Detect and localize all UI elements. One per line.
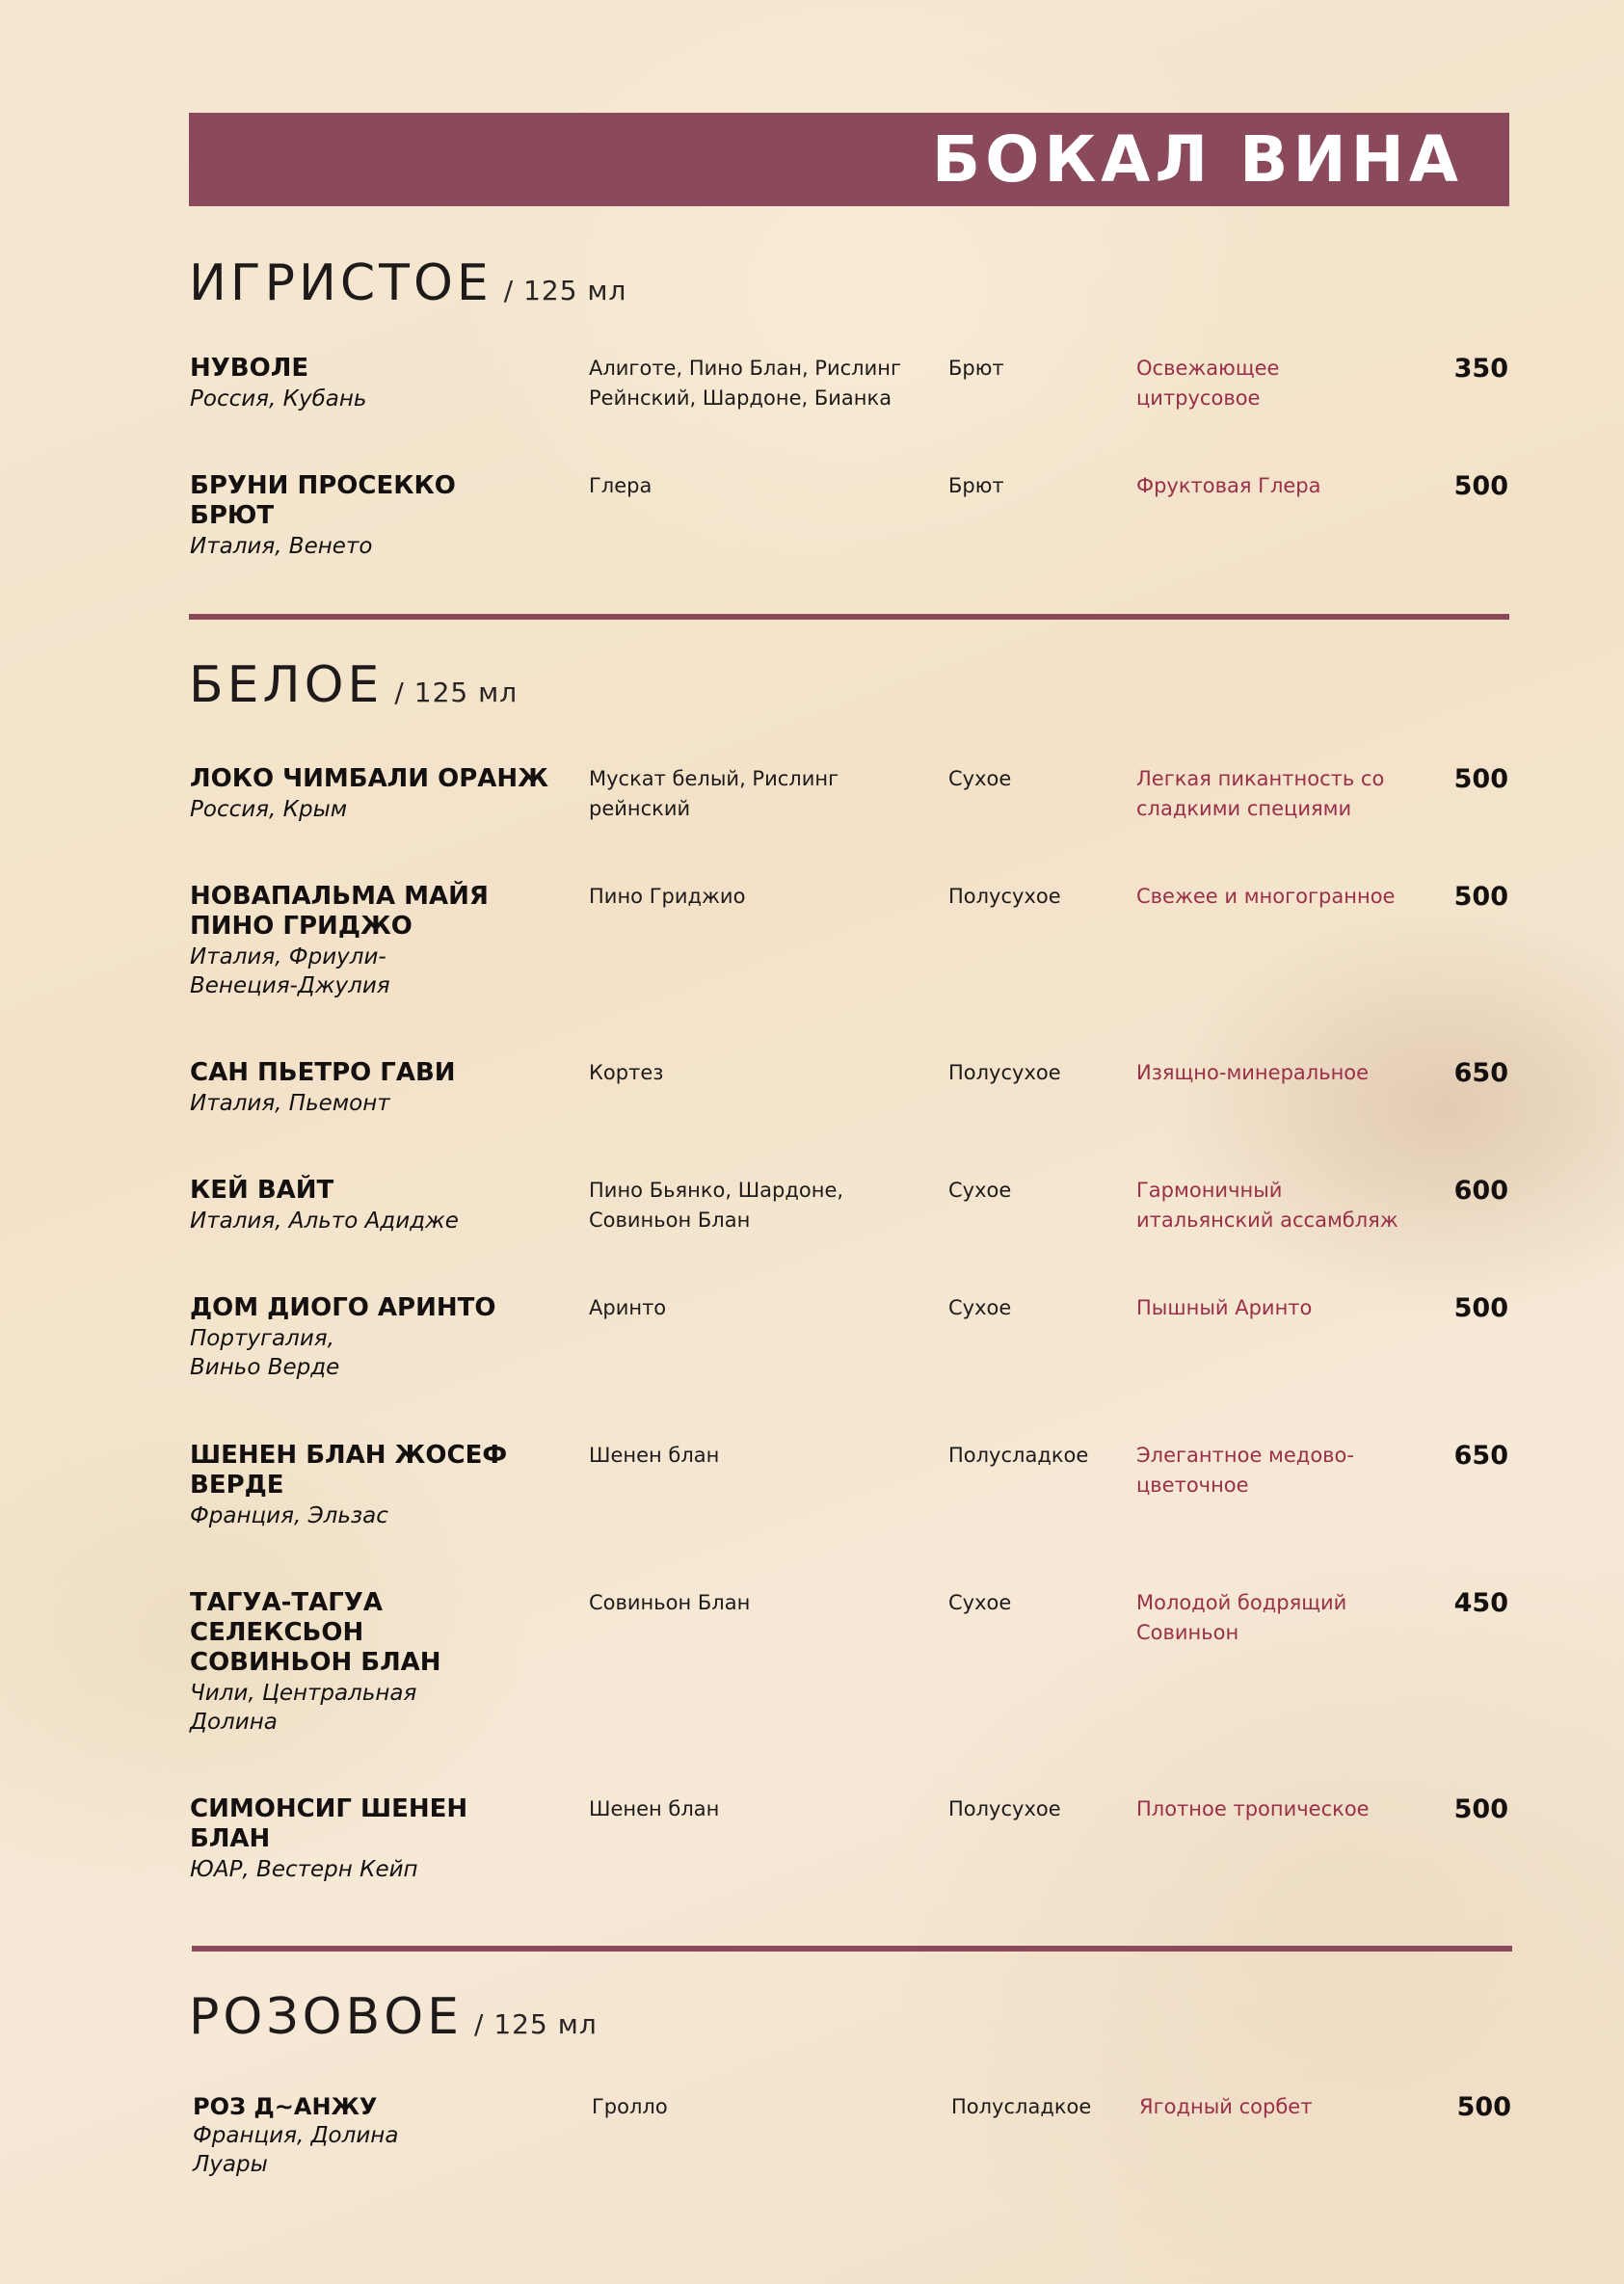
wine-grape: Шенен блан [589, 1797, 720, 1820]
wine-origin: Франция, Эльзас [190, 1503, 388, 1528]
wine-grape: Глера [589, 474, 652, 497]
wine-origin: Россия, Кубань [190, 386, 367, 412]
wine-price: 500 [1453, 1794, 1508, 1824]
wine-name: ЛОКО ЧИМБАЛИ ОРАНЖ [190, 764, 548, 793]
wine-name: САН ПЬЕТРО ГАВИ [190, 1058, 456, 1087]
wine-name: КЕЙ ВАЙТ [190, 1176, 334, 1205]
wine-item-tagua-tagua [0, 1588, 1624, 1735]
wine-style: Полусухое [948, 1061, 1061, 1084]
wine-tasting-note: Освежающее цитрусовое [1136, 357, 1280, 410]
wine-item-loco-cimbali [0, 764, 1624, 822]
wine-price: 500 [1453, 882, 1508, 912]
wine-origin: Италия, Альто Адидже [190, 1208, 459, 1234]
wine-tasting-note: Изящно-минеральное [1136, 1061, 1370, 1084]
wine-tasting-note: Легкая пикантность со сладкими специями [1136, 767, 1385, 820]
wine-price: 650 [1453, 1058, 1508, 1088]
wine-style: Сухое [948, 1179, 1012, 1202]
section-divider [192, 1946, 1512, 1952]
wine-style: Сухое [948, 1591, 1012, 1614]
wine-grape: Гролло [592, 2095, 668, 2118]
wine-name: НОВАПАЛЬМА МАЙЯ ПИНО ГРИДЖО [190, 882, 489, 941]
wine-origin: Россия, Крым [190, 797, 348, 822]
wine-name: РОЗ Д~АНЖУ [193, 2093, 378, 2120]
wine-item-kei-white [0, 1176, 1624, 1234]
wine-item-chenin-joseph [0, 1441, 1624, 1528]
wine-style: Сухое [948, 767, 1012, 790]
wine-item-novapalma [0, 882, 1624, 998]
section-white-header [189, 656, 518, 714]
wine-origin: Италия, Венето [190, 534, 373, 559]
wine-origin: Португалия, Виньо Верде [190, 1326, 340, 1380]
wine-tasting-note: Гармоничный итальянский ассамбляж [1136, 1179, 1398, 1232]
wine-style: Сухое [948, 1296, 1012, 1319]
wine-item-rose-danjou [0, 2092, 1624, 2177]
wine-price: 500 [1453, 471, 1508, 501]
wine-price: 450 [1453, 1588, 1508, 1618]
section-title: РОЗОВОЕ [189, 1988, 464, 2046]
wine-tasting-note: Свежее и многогранное [1136, 885, 1396, 908]
wine-price: 600 [1453, 1176, 1508, 1206]
section-volume: / 125 мл [474, 2008, 598, 2040]
section-divider [189, 614, 1509, 620]
wine-style: Полусладкое [948, 1444, 1089, 1467]
wine-origin: Чили, Центральная Долина [190, 1681, 417, 1735]
wine-style: Брют [948, 474, 1004, 497]
section-sparkling-header [189, 254, 626, 312]
wine-item-nuvole [0, 354, 1624, 412]
section-title: БЕЛОЕ [189, 656, 384, 714]
wine-name: ТАГУА-ТАГУА СЕЛЕКСЬОН СОВИНЬОН БЛАН [190, 1588, 441, 1677]
wine-tasting-note: Ягодный сорбет [1139, 2095, 1313, 2118]
wine-origin: Франция, Долина Луары [193, 2123, 399, 2177]
wine-price: 350 [1453, 354, 1508, 384]
wine-tasting-note: Молодой бодрящий Совиньон [1136, 1591, 1347, 1644]
wine-price: 500 [1456, 2092, 1511, 2122]
section-rose-header [189, 1988, 598, 2046]
section-volume: / 125 мл [503, 275, 627, 306]
wine-item-dom-diogo [0, 1293, 1624, 1380]
wine-name: СИМОНСИГ ШЕНЕН БЛАН [190, 1794, 468, 1853]
wine-tasting-note: Элегантное медово-цветочное [1136, 1444, 1354, 1497]
wine-origin: Италия, Фриули-Венеция-Джулия [190, 944, 390, 998]
wine-grape: Совиньон Блан [589, 1591, 751, 1614]
wine-style: Брют [948, 357, 1004, 380]
wine-grape: Мускат белый, Рислинг рейнский [589, 767, 839, 820]
wine-grape: Шенен блан [589, 1444, 720, 1467]
wine-item-simonsig [0, 1794, 1624, 1882]
wine-origin: ЮАР, Вестерн Кейп [190, 1857, 418, 1882]
wine-grape: Пино Гриджио [589, 885, 746, 908]
wine-price: 650 [1453, 1441, 1508, 1471]
page-title-banner [189, 113, 1509, 206]
wine-name: НУВОЛЕ [190, 354, 309, 383]
wine-style: Полусладкое [951, 2095, 1092, 2118]
wine-name: ДОМ ДИОГО АРИНТО [190, 1293, 496, 1322]
wine-item-san-pietro-gavi [0, 1058, 1624, 1116]
wine-price: 500 [1453, 1293, 1508, 1323]
wine-grape: Алиготе, Пино Блан, Рислинг Рейнский, Шардоне, Бианка [589, 357, 901, 410]
section-volume: / 125 мл [394, 677, 519, 708]
wine-name: ШЕНЕН БЛАН ЖОСЕФ ВЕРДЕ [190, 1441, 508, 1500]
wine-grape: Пино Бьянко, Шардоне, Совиньон Блан [589, 1179, 844, 1232]
wine-style: Полусухое [948, 1797, 1061, 1820]
wine-style: Полусухое [948, 885, 1061, 908]
wine-item-bruni [0, 471, 1624, 559]
wine-grape: Кортез [589, 1061, 664, 1084]
wine-name: БРУНИ ПРОСЕККО БРЮТ [190, 471, 456, 530]
wine-price: 500 [1453, 764, 1508, 794]
wine-tasting-note: Плотное тропическое [1136, 1797, 1370, 1820]
wine-grape: Аринто [589, 1296, 667, 1319]
wine-origin: Италия, Пьемонт [190, 1091, 390, 1116]
wine-tasting-note: Фруктовая Глера [1136, 474, 1321, 497]
section-title: ИГРИСТОЕ [189, 254, 493, 312]
page-title: БОКАЛ ВИНА [931, 122, 1463, 197]
wine-tasting-note: Пышный Аринто [1136, 1296, 1313, 1319]
